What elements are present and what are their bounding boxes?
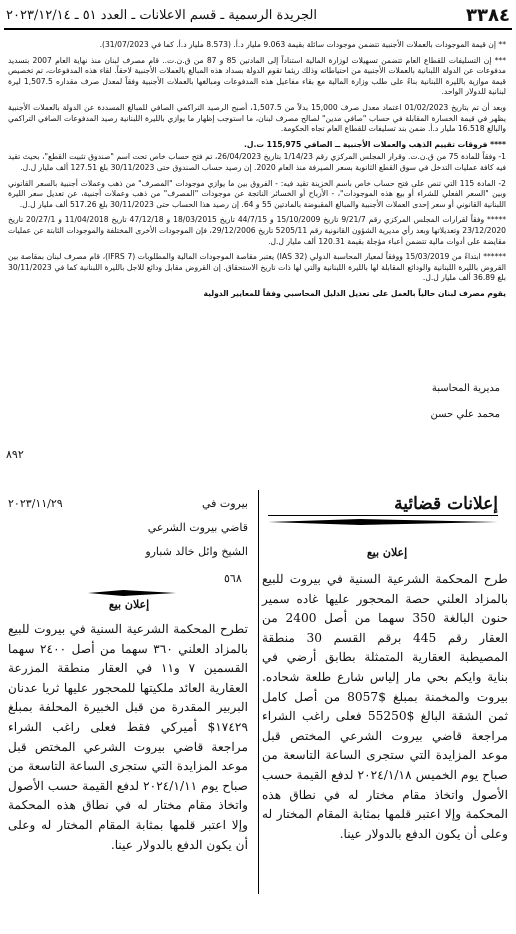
signature-block (430, 376, 500, 428)
footnote: *** إن التسليفات للقطاع العام تتضمن تسهيلات لوزارة المالية استناداً إلى المادتين 85 و 87 من ق.ن.ت.. قام مصرف لبنان منذ نهاية العام 2007 بتسديد مدفوعات عن الدولة اللبنانية بالعملات الأجنبية من احتياطاته وذلك ريثما تقوم الدولة بسداد هذه المبالغ بالعملات الأجنبية لاحقاً. لقاء هذه المدفوعات، تم تخصيص قيمة موازية بالليرة اللبنانية بناءً على طلب وزارة المالية مع بقاء مفاعيل هذه المدفوعات ومبالغها بالعملات الأجنبية وفقاً لمعدل صرف مقداره 1,507.5 ليرة لبنانية للدولار الواحد. (8, 55, 507, 97)
notice-signature (8, 492, 248, 564)
page-header (6, 4, 510, 26)
ornament-dart (88, 590, 176, 596)
ornament-dart (268, 519, 498, 525)
gazette-title: الجريدة الرسمية ـ قسم الاعلانات ـ العدد ٥١ ـ ٢٠٢٣/١٢/١٤ (6, 7, 317, 23)
signature-department: مديرية المحاسبة (431, 383, 500, 394)
notice-heading: إعلان بيع (108, 598, 150, 611)
notice-heading: إعلان بيع (366, 546, 408, 559)
signature-judge: قاضي بيروت الشرعي (147, 521, 248, 534)
notice-body: تطرح المحكمة الشرعية السنية في بيروت للبيع بالمزاد العلني ٣٦٠ سهما من أصل ٢٤٠٠ سهما القسمين ٧ و١١ في العقار منطقة المزرعة العقارية العائد ملكيتها للمحجور عليها ثريا عدنان البربير المقدرة من قبل الخبيرة المحلفة بمبلغ ١٧٤٢٩$ أميركي فقط فعلى راغب الشراء مراجعة قاضي بيروت الشرعي المختص قبل موعد المزايدة التي ستجرى الساعة التاسعة من صباح يوم ٢٠٢٤/١/١١ لدفع القيمة حسب الأصول واتخاذ مقام مختار له في نطاق هذه المحكمة وإلا اعتبر قلمها بمثابة المقام المختار له وعلى أن يكون الدفع بالدولار عينا. (8, 622, 248, 852)
section-rule (268, 515, 498, 525)
footnote: وبعد أن تم بتاريخ 01/02/2023 اعتماد معدل صرف 15,000 بدلاً من 1,507.5، أصبح الرصيد التراكمي الصافي للمبالغ المسددة عن الدولة بالعملات الأجنبية يظهر في قيمة الخسارة المقابلة في حساب "صافي مدين" لصالح مصرف لبنان، ما استوجب إظهار ما يوازي بالليرة اللبنانية رصيد المدفوعات الصافي التراكمي والبالغ 16.518 مليار د.أ. ضمن بند تسليفات للقطاع العام تجاه الحكومة. (8, 102, 507, 134)
notice-number: ٥٦٨ (224, 572, 242, 585)
footnote-heading: **** فروقات تقييم الذهب والعملات الأجنبية ــ الصافي 115,975 ت.ل. (244, 139, 506, 149)
footnote: ***** وفقاً لقرارات المجلس المركزي رقم 9/21/7 تاريخ 15/10/2009 و 44/7/15 تاريخ 18/03/2015 و 47/12/18 تاريخ 11/04/2018 و 20/27/1 تاريخ 23/12/2020 وتعديلاتها وبعد رأي مديرية الشؤون القانونية رقم 5205/11 تاريخ 29/12/2006، فإن الموجودات الأخرى المختلفة والموجودات الثابتة عن عمليات مقايضة على أدوات مالية تتضمن أعباء مؤجلة بقيمة 120.31 ألف مليار ل.ل. (8, 215, 507, 246)
footnote: 2- المادة 115 التي تنص على فتح حساب خاص باسم الخزينة تقيد فيه: - الفروق بين ما يوازي موجودات "المصرف" من ذهب وعملات أجنبية بالسعر القانوني وبين "السعر الفعلي للشراء أو بيع هذه الموجودات"، - الأرباح أو الخسائر الناتجة عن موجودات "المصرف" من ذهب وعملات أجنبية، عن تعديل سعر الليرة اللبنانية القانوني أو سعر إحدى العملات الأجنبية والمبالغ المقبوضة بالمادتين 55 و 64. إن رصيد هذا الحساب حتى 30/11/2023 بلغ 517.26 ألف مليار ل.ل. (8, 178, 506, 209)
footnote: 1- وفقاً للمادة 75 من ق.ن.ت. وقرار المجلس المركزي رقم 1/14/23 بتاريخ 26/04/2023، تم فتح حساب خاص تحت اسم "صندوق تثبيت القطع"، بحيث تقيد فيه كافة عمليات التدخل في سوق القطع الثانوية بسعر الصيرفة منذ العام 2020. إن رصيد حساب الصندوق حتى 30/11/2023 بلغ 127.51 ألف مليار ل.ل. (8, 152, 507, 172)
signature-judge-name: الشيخ وائل خالد شبارو (145, 545, 248, 558)
signature-name: محمد علي حسن (430, 409, 500, 420)
notice-number: ٨٩٢ (6, 448, 24, 461)
footnote: ** إن قيمة الموجودات بالعملات الأجنبية تتضمن موجودات سائلة بقيمة 9.063 مليار د.أ. (8.573 مليار د.أ. كما في 31/07/2023). (99, 40, 506, 49)
header-rule (4, 28, 512, 30)
section-title: إعلانات قضائية (394, 494, 498, 514)
notice-body: طرح المحكمة الشرعية السنية في بيروت للبيع بالمزاد العلني حصة المحجور عليها غاده سمير حنون البالغة 350 سهما من أصل 2400 من العقار رقم 445 برقم القسم 30 منطقة المصيطبة العقارية المتمثلة بطابق أرضي في بناية وايكم بحي مار إلياس شارع طلعة شحاده. بيروت والمخمنة بمبلغ $8057 من أصل كامل ثمن الشقة البالغ $55250 فعلى راغب الشراء مراجعة قاضي بيروت الشرعي المختص قبل موعد المزايدة التي ستجرى الساعة التاسعة من صباح يوم الخميس ٢٠٢٤/١/١٨ لدفع القيمة حسب الأصول واتخاذ مقام مختار له في نطاق هذه المحكمة وإلا اعتبر قلمها بمثابة المقام المختار له وعلى أن يكون الدفع بالدولار عينا. (262, 572, 509, 841)
signature-location: بيروت في (201, 497, 248, 510)
closing-statement: يقوم مصرف لبنان حالياً بالعمل على تعديل الدليل المحاسبي وفقاً للمعايير الدولية (203, 288, 506, 298)
page-number: ٣٣٨٤ (466, 4, 510, 26)
signature-date: ٢٠٢٣/١١/٢٩ (8, 497, 63, 510)
footnotes (8, 40, 506, 304)
footnote: ****** ابتداءً من 15/03/2019 ووفقاً لمعيار المحاسبة الدولي (IAS 32) يعتبر مقاصة الموجودات المالية والمطلوبات (IFRS 7)، قام مصرف لبنان بمقاصة بين القروض بالليرة اللبنانية والودائع المقابلة لها بالليرة اللبنانية والتي لها ذات تاريخ الاستحقاق. إن القروض مقابل ودائع للاجل بالليرة اللبنانية كما في 30/11/2023 بلغ 36.89 ألف مليار ل.ل. (8, 252, 506, 283)
